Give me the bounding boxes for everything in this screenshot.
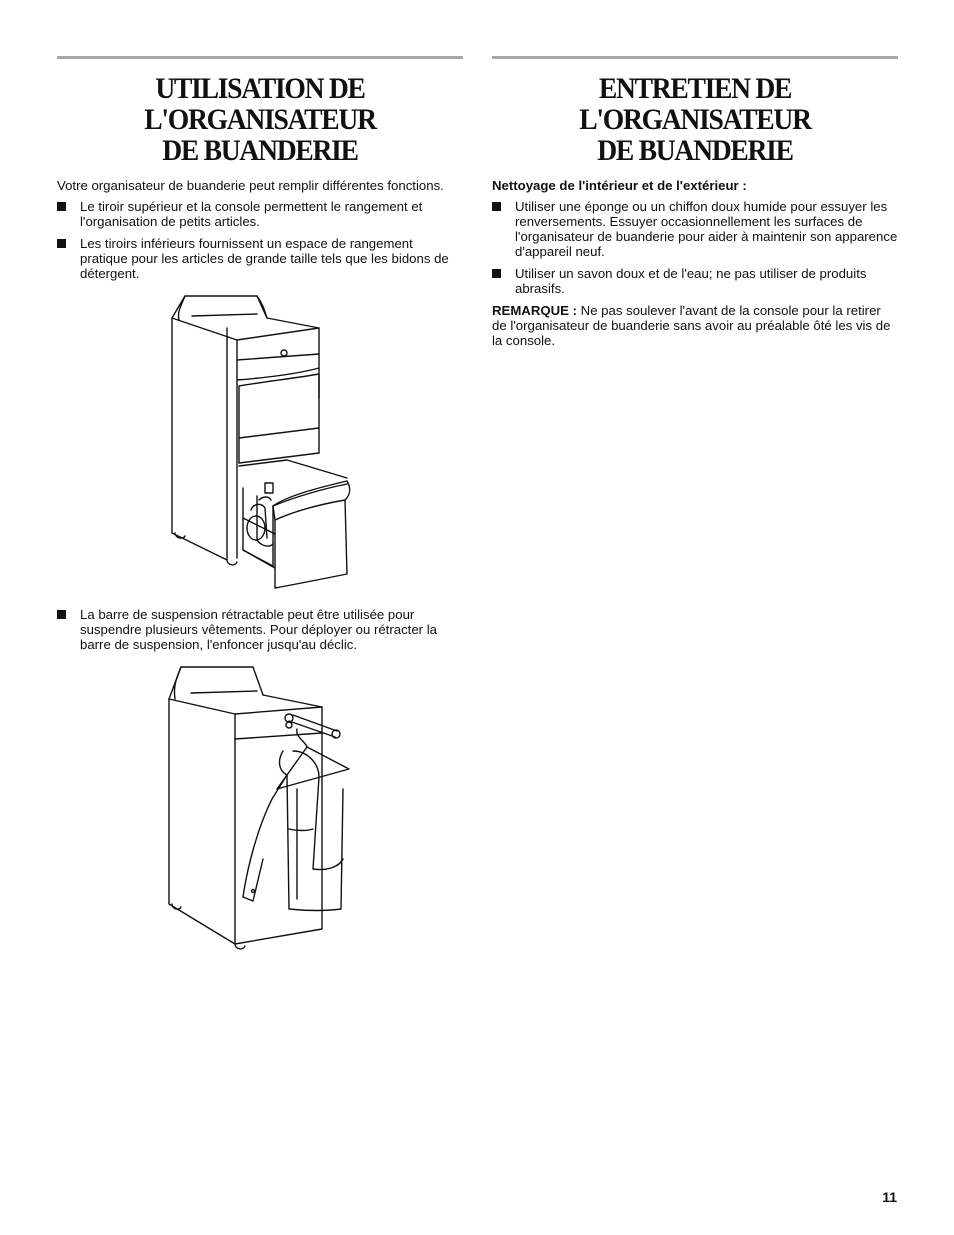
cleaning-list bbox=[492, 199, 898, 296]
note-text: Ne pas soulever l'avant de la console pour la retirer de l'organisateur de buanderie sans avoir au préalable ôté les vis de la console. bbox=[492, 303, 891, 348]
bullet-icon bbox=[57, 239, 66, 248]
list-item bbox=[57, 199, 463, 229]
left-column bbox=[57, 56, 463, 959]
bullet-icon bbox=[492, 202, 501, 211]
bullet-icon bbox=[492, 269, 501, 278]
maintenance-heading bbox=[508, 73, 882, 166]
section-rule bbox=[492, 56, 898, 59]
cleaning-subheading: Nettoyage de l'intérieur et de l'extérieur : bbox=[492, 178, 747, 193]
bullet-icon bbox=[57, 610, 66, 619]
note-paragraph bbox=[492, 303, 898, 348]
list-item-text: Le tiroir supérieur et la console permettent le rangement et l'organisation de petits articles. bbox=[80, 199, 423, 229]
section-rule bbox=[57, 56, 463, 59]
list-item-text: Les tiroirs inférieurs fournissent un espace de rangement pratique pour les articles de grande taille tels que les bidons de détergent. bbox=[80, 236, 449, 281]
bullet-icon bbox=[57, 202, 66, 211]
list-item bbox=[492, 266, 898, 296]
heading-line: DE BUANDERIE bbox=[597, 134, 793, 167]
rod-list bbox=[57, 607, 463, 652]
list-item bbox=[492, 199, 898, 259]
list-item-text: Utiliser un savon doux et de l'eau; ne pas utiliser de produits abrasifs. bbox=[515, 266, 867, 296]
heading-line: L'ORGANISATEUR bbox=[144, 103, 376, 136]
drawer-open-illustration bbox=[57, 288, 463, 593]
usage-intro: Votre organisateur de buanderie peut remplir différentes fonctions. bbox=[57, 178, 444, 193]
list-item-text: La barre de suspension rétractable peut être utilisée pour suspendre plusieurs vêtements. Pour déployer ou rétracter la barre de suspension, l'enfoncer jusqu'au déclic. bbox=[80, 607, 437, 652]
hanging-rod-illustration bbox=[57, 659, 463, 959]
heading-line: L'ORGANISATEUR bbox=[579, 103, 811, 136]
right-column bbox=[492, 56, 898, 354]
heading-line: DE BUANDERIE bbox=[162, 134, 358, 167]
list-item-text: Utiliser une éponge ou un chiffon doux humide pour essuyer les renversements. Essuyer occasionnellement les surfaces de l'organisateur de buanderie pour aider à maintenir son apparence d'appareil neuf. bbox=[515, 199, 898, 259]
list-item bbox=[57, 607, 463, 652]
note-label: REMARQUE : bbox=[492, 303, 577, 318]
usage-heading bbox=[73, 73, 447, 166]
list-item bbox=[57, 236, 463, 281]
heading-line: UTILISATION DE bbox=[155, 72, 365, 105]
heading-line: ENTRETIEN DE bbox=[598, 72, 792, 105]
usage-list bbox=[57, 199, 463, 281]
page-number: 11 bbox=[882, 1189, 897, 1205]
